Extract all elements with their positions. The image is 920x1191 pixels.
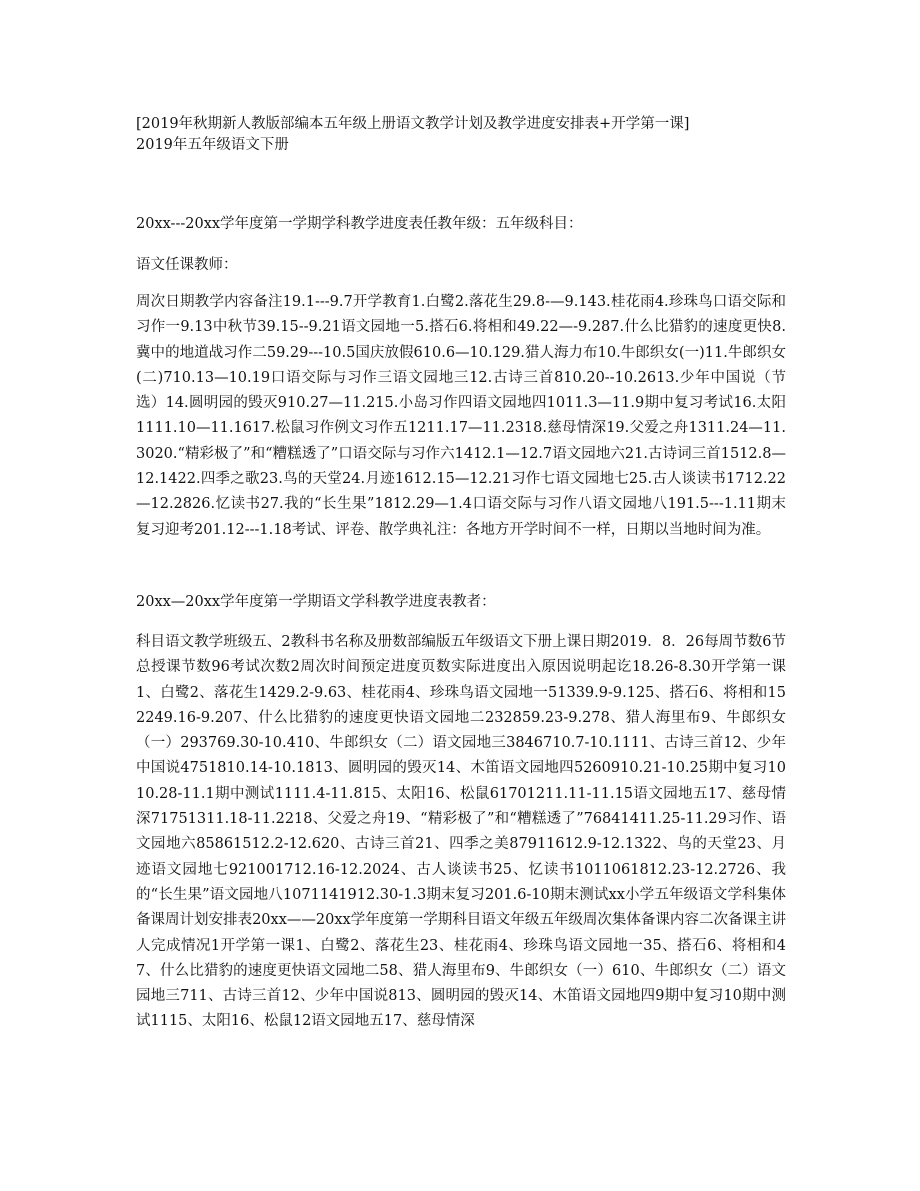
paragraph-progress-header: 20xx—20xx学年度第一学期语文学科教学进度表教者：	[136, 594, 496, 610]
document-title: [2019年秋期新人教版部编本五年级上册语文教学计划及教学进度安排表+开学第一课]	[136, 116, 690, 132]
paragraph-progress-table: 科目语文教学班级五、2教科书名称及册数部编版五年级语文下册上课日期2019．8．26每周节数6节总授课节数96考试次数2周次时间预定进度页数实际进度出入原因说明起讫18.26-8.30开学第一课1、白鹭2、落花生1429.2-9.63、桂花雨4、珍珠鸟语文园地一51339.9-9.125、搭石6、将相和152249.16-9.207、什么比猎豹的速度更快语文园地二232859.23-9.278、猎人海里布9、牛郎织女（一）293769.30-10.410、牛郎织女（二）语文园地三3846710.7-10.1111、古诗三首12、少年中国说4751810.14-10.1813、圆明园的毁灭14、木笛语文园地四5260910.21-10.25期中复习1010.28-11.1期中测试1111.4-11.815、太阳16、松鼠61701211.11-11.15语文园地五17、慈母情深71751311.18-11.2218、父爱之舟19、“精彩极了”和“糟糕透了”76841411.25-11.29习作、语文园地六85861512.2-12.620、古诗三首21、四季之美87911612.9-12.1322、鸟的天堂23、月迹语文园地七921001712.16-12.2024、古人谈读书25、忆读书1011061812.23-12.2726、我的“长生果”语文园地八1071141912.30-1.3期末复习201.6-10期末测试xx小学五年级语文学科集体备课周计划安排表20xx——20xx学年度第一学期科目语文年级五年级周次集体备课内容二次备课主讲人完成情况1开学第一课1、白鹭2、落花生23、桂花雨4、珍珠鸟语文园地一35、搭石6、将相和47、什么比猎豹的速度更快语文园地二58、猎人海里布9、牛郎织女（一）610、牛郎织女（二）语文园地三711、古诗三首12、少年中国说813、圆明园的毁灭14、木笛语文园地四9期中复习10期中测试1115、太阳16、松鼠12语文园地五17、慈母情深	[136, 634, 786, 1030]
paragraph-teacher: 语文任课教师：	[136, 257, 238, 273]
document-subtitle: 2019年五年级语文下册	[136, 137, 289, 153]
paragraph-schedule-header: 20xx---20xx学年度第一学期学科教学进度表任教年级：五年级科目：	[136, 216, 583, 232]
paragraph-weekly-plan: 周次日期教学内容备注19.1---9.7开学教育1.白鹭2.落花生29.8-—9.143.桂花雨4.珍珠鸟口语交际和习作一9.13中秋节39.15--9.21语文园地一5.搭石6.将相和49.22—-9.287.什么比猎豹的速度更快8.冀中的地道战习作二59.29---10.5国庆放假610.6—10.129.猎人海力布10.牛郎织女(一)11.牛郎织女(二)710.13—10.19口语交际与习作三语文园地三12.古诗三首810.20--10.2613.少年中国说（节选）14.圆明园的毁灭910.27—11.215.小岛习作四语文园地四1011.3—11.9期中复习考试16.太阳1111.10—11.1617.松鼠习作例文习作五1211.17—11.2318.慈母情深19.父爱之舟1311.24—11.3020.“精彩极了”和“糟糕透了”口语交际与习作六1412.1—12.7语文园地六21.古诗词三首1512.8—12.1422.四季之歌23.鸟的天堂24.月迹1612.15—12.21习作七语文园地七25.古人谈读书1712.22—12.2826.忆读书27.我的“长生果”1812.29—1.4口语交际与习作八语文园地八191.5---1.11期末复习迎考201.12---1.18考试、评卷、散学典礼注：各地方开学时间不一样，日期以当地时间为准。	[136, 294, 786, 538]
